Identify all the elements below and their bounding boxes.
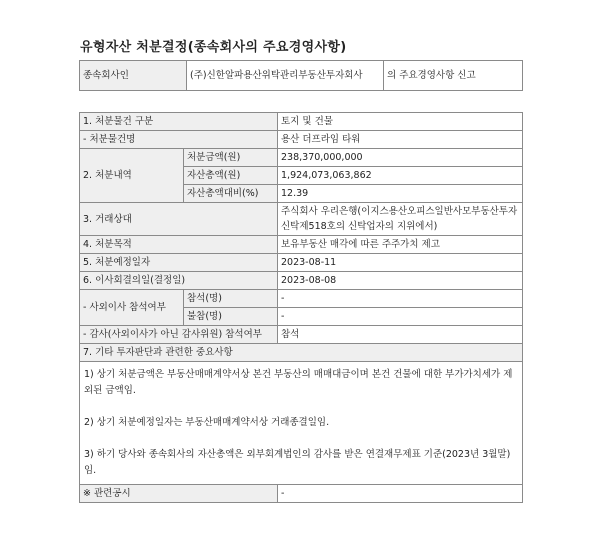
row-value: 토지 및 건물 bbox=[278, 113, 523, 131]
table-row bbox=[80, 272, 523, 290]
row-value: 참석 bbox=[278, 326, 523, 344]
sub-label: 불참(명) bbox=[184, 308, 278, 326]
disposal-detail-table bbox=[79, 112, 523, 503]
table-row bbox=[80, 131, 523, 149]
table-row bbox=[80, 485, 523, 503]
row-label: - 사외이사 참석여부 bbox=[80, 290, 184, 326]
table-row bbox=[80, 290, 523, 308]
row-value: - bbox=[278, 308, 523, 326]
note-2: 2) 상기 처분예정일자는 부동산매매계약서상 거래종결일임. bbox=[84, 417, 330, 428]
table-row bbox=[80, 203, 523, 236]
disposal-amount: 238,370,000,000 bbox=[278, 149, 523, 167]
row-label: 4. 처분목적 bbox=[80, 236, 278, 254]
row-label: 6. 이사회결의일(결정일) bbox=[80, 272, 278, 290]
note-1: 1) 상기 처분금액은 부동산매매계약서상 본건 부동산의 매매대금이며 본건 건물에 대한 부가가치세가 제외된 금액임. bbox=[84, 369, 513, 396]
page-title: 유형자산 처분결정(종속회사의 주요경영사항) bbox=[80, 40, 347, 55]
sub-label: 자산총액대비(%) bbox=[184, 185, 278, 203]
row-label: 3. 거래상대 bbox=[80, 203, 278, 236]
related-disclosure-value: - bbox=[278, 485, 523, 503]
row-label: - 처분물건명 bbox=[80, 131, 278, 149]
row-label: 7. 기타 투자판단과 관련한 중요사항 bbox=[80, 344, 523, 362]
table-row bbox=[80, 113, 523, 131]
row-label: - 감사(사외이사가 아닌 감사위원) 참석여부 bbox=[80, 326, 278, 344]
row-label: 1. 처분물건 구분 bbox=[80, 113, 278, 131]
subsidiary-header-table bbox=[79, 60, 523, 91]
related-disclosure-label: ※ 관련공시 bbox=[80, 485, 278, 503]
sub-label: 자산총액(원) bbox=[184, 167, 278, 185]
note-3: 3) 하기 당사와 종속회사의 자산총액은 외부회계법인의 감사를 받은 연결재무제표 기준(2023년 3월말)임. bbox=[84, 449, 511, 476]
subsidiary-label: 종속회사인 bbox=[80, 61, 187, 91]
total-assets: 1,924,073,063,862 bbox=[278, 167, 523, 185]
sub-label: 처분금액(원) bbox=[184, 149, 278, 167]
row-label: 5. 처분예정일자 bbox=[80, 254, 278, 272]
table-row bbox=[80, 149, 523, 167]
report-suffix: 의 주요경영사항 신고 bbox=[384, 61, 523, 91]
row-value: - bbox=[278, 290, 523, 308]
sub-label: 참석(명) bbox=[184, 290, 278, 308]
counterparty: 주식회사 우리은행(이지스용산오피스일반사모부동산투자신탁제518호의 신탁업자의 지위에서) bbox=[278, 203, 523, 236]
row-value: 2023-08-11 bbox=[278, 254, 523, 272]
table-row bbox=[80, 254, 523, 272]
asset-ratio: 12.39 bbox=[278, 185, 523, 203]
row-label: 2. 처분내역 bbox=[80, 149, 184, 203]
notes-row bbox=[80, 362, 523, 485]
table-row bbox=[80, 344, 523, 362]
row-value: 보유부동산 매각에 따른 주주가치 제고 bbox=[278, 236, 523, 254]
table-row bbox=[80, 326, 523, 344]
row-value: 2023-08-08 bbox=[278, 272, 523, 290]
row-value: 용산 더프라임 타워 bbox=[278, 131, 523, 149]
subsidiary-company-name: (주)신한알파용산위탁관리부동산투자회사 bbox=[187, 61, 384, 91]
table-row bbox=[80, 236, 523, 254]
